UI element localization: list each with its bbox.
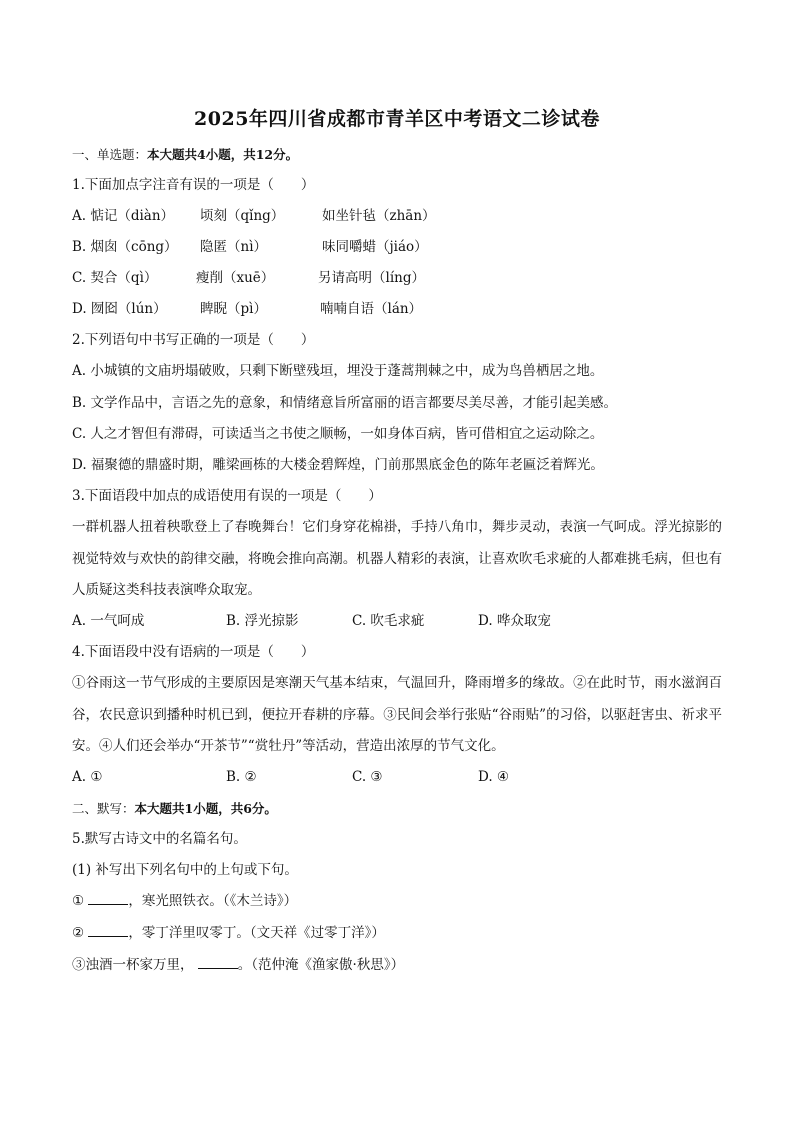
q5-l2-prefix: ② — [72, 925, 85, 941]
q1-b-2: 隐匿（nì） — [200, 239, 268, 255]
q4-option-c: C. ③ — [352, 769, 383, 785]
q5-line-2 — [72, 923, 385, 943]
q4-passage: ①谷雨这一节气形成的主要原因是寒潮天气基本结束，气温回升，降雨增多的缘故。②在此时节，雨水滋润百谷，农民意识到播种时机已到，便拉开春耕的序幕。③民间会举行张贴“谷雨贴”的习俗，以驱赶害虫、祈求平安。④人们还会举办“开茶节”“赏牡丹”等活动，营造出浓厚的节气文化。 — [72, 675, 722, 754]
q1-c-3: 另请高明（líng） — [318, 270, 425, 286]
section-heading-1 — [72, 145, 298, 165]
q3-option-d: D. 哗众取宠 — [478, 613, 551, 629]
q1-a-1: A. 惦记（diàn） — [72, 208, 175, 224]
fill-blank-3[interactable] — [198, 956, 238, 969]
q3-passage: 一群机器人扭着秧歌登上了春晚舞台！它们身穿花棉褂，手持八角巾，舞步灵动，表演一气呵成。浮光掠影的视觉特效与欢快的韵律交融，将晚会推向高潮。机器人精彩的表演，让喜欢吹毛求疵的人都难挑毛病，但也有人质疑这类科技表演哗众取宠。 — [72, 519, 722, 598]
q2-option-a: A. 小城镇的文庙坍塌破败，只剩下断壁残垣，埋没于蓬蒿荆棘之中，成为鸟兽栖居之地。 — [72, 363, 604, 379]
question-4-stem: 4.下面语段中没有语病的一项是（ ） — [72, 644, 315, 660]
q3-option-b: B. 浮光掠影 — [226, 613, 299, 629]
q4-option-a: A. ① — [72, 769, 103, 785]
q2-option-c: C. 人之才智但有滞碍，可读适当之书使之顺畅，一如身体百病，皆可借相宜之运动除之。 — [72, 426, 604, 442]
fill-blank-2[interactable] — [88, 924, 128, 937]
q5-l3-suffix: 。（范仲淹《渔家傲·秋思》） — [237, 957, 405, 973]
q1-c-2: 瘦削（xuē） — [196, 270, 275, 286]
q5-line-3 — [72, 955, 404, 975]
q4-option-b: B. ② — [226, 769, 257, 785]
q5-line-1 — [72, 891, 297, 911]
q1-b-3: 味同嚼蜡（jiáo） — [322, 239, 428, 255]
question-3-stem: 3.下面语段中加点的成语使用有误的一项是（ ） — [72, 488, 382, 504]
question-2-stem: 2.下列语句中书写正确的一项是（ ） — [72, 332, 315, 348]
section-2-prefix: 二、默写： — [72, 801, 135, 816]
q5-l3-prefix: ③浊酒一杯家万里， — [72, 957, 194, 973]
q1-d-3: 喃喃自语（lán） — [320, 301, 423, 317]
q1-a-3: 如坐针毡（zhān） — [322, 208, 436, 224]
section-1-desc: 本大题共4小题，共12分。 — [147, 147, 299, 162]
q5-sub-1: (1) 补写出下列名句中的上句或下句。 — [72, 862, 298, 878]
section-2-desc: 本大题共1小题，共6分。 — [134, 801, 277, 816]
q5-l2-suffix: ，零丁洋里叹零丁。（文天祥《过零丁洋》） — [128, 925, 385, 941]
section-1-prefix: 一、单选题： — [72, 147, 148, 162]
q1-c-1: C. 契合（qì） — [72, 270, 158, 286]
q3-option-c: C. 吹毛求疵 — [352, 613, 425, 629]
q1-b-1: B. 烟囱（cōng） — [72, 239, 178, 255]
q5-l1-prefix: ① — [72, 893, 85, 909]
q1-a-2: 顷刻（qǐng） — [200, 208, 285, 224]
page-title: 2025年四川省成都市青羊区中考语文二诊试卷 — [194, 108, 600, 130]
q3-option-a: A. 一气呵成 — [72, 613, 145, 629]
q2-option-d: D. 福聚德的鼎盛时期，雕梁画栋的大楼金碧辉煌，门前那黑底金色的陈年老匾泛着辉光。 — [72, 457, 604, 473]
q5-l1-suffix: ，寒光照铁衣。（《木兰诗》） — [128, 893, 298, 909]
q2-option-b: B. 文学作品中，言语之先的意象，和情绪意旨所富丽的语言都要尽美尽善，才能引起美感。 — [72, 395, 618, 411]
q1-d-1: D. 囫囵（lún） — [72, 301, 167, 317]
question-5-stem: 5.默写古诗文中的名篇名句。 — [72, 831, 247, 847]
q4-option-d: D. ④ — [478, 769, 510, 785]
q1-d-2: 睥睨（pì） — [200, 301, 267, 317]
fill-blank-1[interactable] — [88, 892, 128, 905]
section-heading-2 — [72, 799, 277, 819]
question-1-stem: 1.下面加点字注音有误的一项是（ ） — [72, 177, 315, 193]
